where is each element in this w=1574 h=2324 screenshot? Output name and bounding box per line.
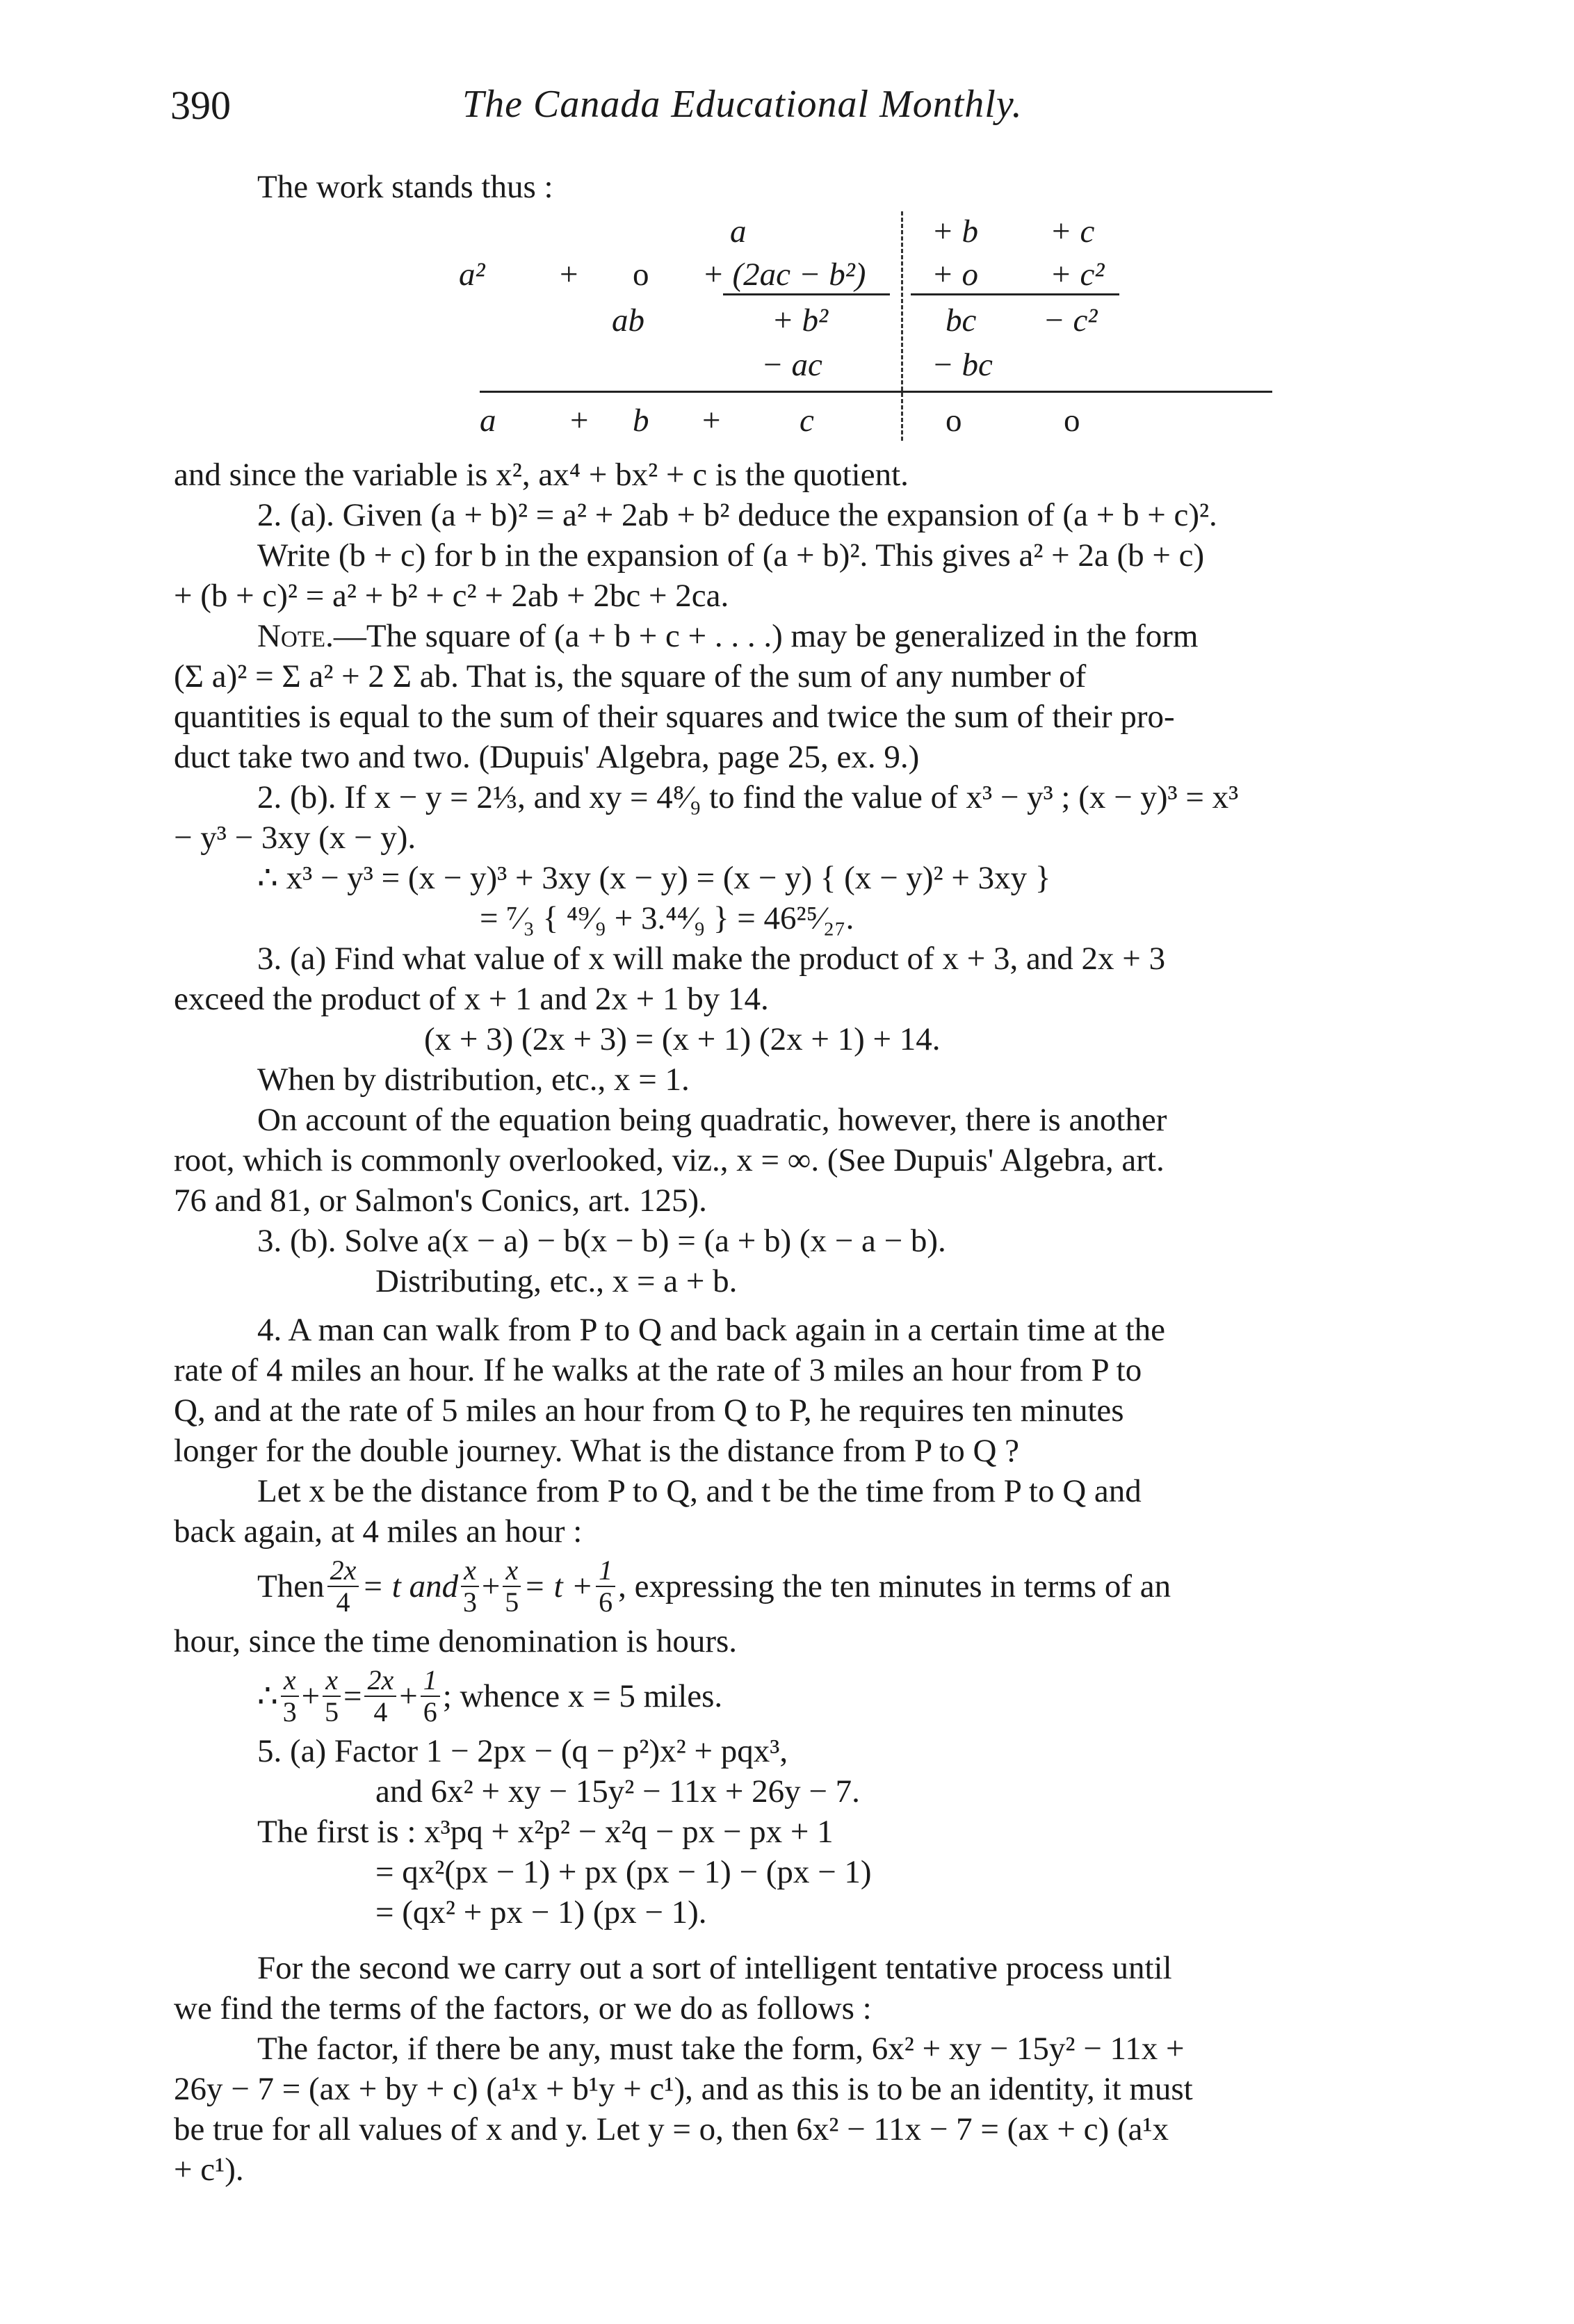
fraction: $\frac{x}{5}$ <box>503 1555 521 1618</box>
table-cell: − bc <box>932 347 993 383</box>
fraction: $\frac{2x}{4}$ <box>327 1555 359 1618</box>
eq-text: , expressing the ten minutes in terms of an <box>618 1568 1171 1604</box>
eq-text: ; whence x = 5 miles. <box>442 1678 723 1714</box>
eq-text: + <box>301 1678 321 1714</box>
journal-title: The Canada Educational Monthly. <box>462 83 1023 126</box>
text-line: Q, and at the rate of 5 miles an hour from Q to P, he requires ten minutes <box>174 1392 1124 1429</box>
fraction: $\frac{x}{3}$ <box>281 1665 299 1728</box>
table-cell: a² <box>459 257 485 293</box>
text-line: The factor, if there be any, must take the form, 6x² + xy − 15y² − 11x + <box>257 2031 1185 2067</box>
fraction: $\frac{2x}{4}$ <box>364 1665 396 1728</box>
text-line: duct take two and two. (Dupuis' Algebra, page 25, ex. 9.) <box>174 739 920 775</box>
text-line: root, which is commonly overlooked, viz., x = ∞. (See Dupuis' Algebra, art. <box>174 1142 1165 1178</box>
table-cell: + o <box>932 257 978 293</box>
text-line: 5. (a) Factor 1 − 2px − (q − p²)x² + pqx³, <box>257 1733 788 1769</box>
text-line: 3. (b). Solve a(x − a) − b(x − b) = (a + b) (x − a − b). <box>257 1223 946 1259</box>
table-cell: o <box>633 257 649 293</box>
eq-text: + <box>399 1678 418 1714</box>
eq-lead: Then <box>257 1568 325 1604</box>
table-cell: o <box>946 403 962 439</box>
table-cell: + b² <box>772 302 829 339</box>
table-cell: + c² <box>1050 257 1105 293</box>
text-line: − y³ − 3xy (x − y). <box>174 820 416 856</box>
text-line: 2. (a). Given (a + b)² = a² + 2ab + b² deduce the expansion of (a + b + c)². <box>257 497 1217 533</box>
text-line: The first is : x³pq + x²p² − x²q − px − px + 1 <box>257 1814 834 1850</box>
eq-text: = t and <box>362 1568 459 1604</box>
table-cell: b <box>633 403 649 439</box>
text-line: Let x be the distance from P to Q, and t be the time from P to Q and <box>257 1473 1142 1509</box>
table-cell: a <box>480 403 496 439</box>
text-line: 26y − 7 = (ax + by + c) (a¹x + b¹y + c¹), and as this is to be an identity, it must <box>174 2071 1193 2107</box>
text-line: exceed the product of x + 1 and 2x + 1 by 14. <box>174 981 769 1017</box>
text-line: = qx²(px − 1) + px (px − 1) − (px − 1) <box>375 1854 872 1890</box>
fraction: $\frac{x}{3}$ <box>461 1555 479 1618</box>
table-divider <box>901 211 903 441</box>
text-line: Write (b + c) for b in the expansion of (a + b)². This gives a² + 2a (b + c) <box>257 537 1205 574</box>
table-cell: c <box>800 403 814 439</box>
text-line: back again, at 4 miles an hour : <box>174 1513 583 1550</box>
text-line: 4. A man can walk from P to Q and back again in a certain time at the <box>257 1312 1166 1348</box>
table-cell: ab <box>612 302 644 339</box>
table-cell: o <box>1064 403 1080 439</box>
eq-text: + <box>481 1568 501 1604</box>
table-cell: + c <box>1050 213 1095 250</box>
eq-text: = <box>343 1678 362 1714</box>
text-line: longer for the double journey. What is the distance from P to Q ? <box>174 1433 1020 1469</box>
text-line: + c¹). <box>174 2152 244 2188</box>
fraction: $\frac{1}{6}$ <box>596 1555 615 1618</box>
text-line: = (qx² + px − 1) (px − 1). <box>375 1894 707 1931</box>
text-line: ∴ x³ − y³ = (x − y)³ + 3xy (x − y) = (x − y) { (x − y)² + 3xy } <box>257 860 1051 896</box>
table-rule <box>911 293 1119 295</box>
text-line: 76 and 81, or Salmon's Conics, art. 125). <box>174 1183 707 1219</box>
table-cell: − ac <box>761 347 822 383</box>
text-line: 3. (a) Find what value of x will make the product of x + 3, and 2x + 3 <box>257 941 1166 977</box>
text-line: and since the variable is x², ax⁴ + bx² + c is the quotient. <box>174 457 909 493</box>
text-line: 2. (b). If x − y = 2⅓, and xy = 4⁸⁄₉ to find the value of x³ − y³ ; (x − y)³ = x³ <box>257 779 1239 815</box>
text-line: (x + 3) (2x + 3) = (x + 1) (2x + 1) + 14. <box>424 1021 941 1057</box>
text-line: = ⁷⁄₃ { ⁴⁹⁄₉ + 3.⁴⁴⁄₉ } = 46²⁵⁄₂₇. <box>480 900 854 936</box>
table-cell: bc <box>946 302 977 339</box>
table-rule <box>723 293 890 295</box>
note-line <box>174 616 1467 656</box>
text-line: Distributing, etc., x = a + b. <box>375 1263 738 1299</box>
equation-then <box>174 1552 1467 1621</box>
note-label: Note. <box>257 618 334 654</box>
eq-lead: ∴ <box>257 1678 278 1714</box>
table-cell: + b <box>932 213 978 250</box>
synthetic-division-table <box>174 211 1467 448</box>
table-cell: a <box>730 213 747 250</box>
fraction: $\frac{1}{6}$ <box>421 1665 440 1728</box>
text-line: For the second we carry out a sort of intelligent tentative process until <box>257 1950 1172 1986</box>
table-cell: + <box>570 403 589 439</box>
fraction: $\frac{x}{5}$ <box>323 1665 341 1728</box>
intro-line: The work stands thus : <box>257 169 553 205</box>
running-header <box>170 82 1477 138</box>
table-cell: + <box>702 403 721 439</box>
page-number: 390 <box>170 83 231 128</box>
text-line: we find the terms of the factors, or we do as follows : <box>174 1990 872 2026</box>
text-line: be true for all values of x and y. Let y = o, then 6x² − 11x − 7 = (ax + c) (a¹x <box>174 2111 1169 2147</box>
eq-text: = t + <box>524 1568 594 1604</box>
text-line: quantities is equal to the sum of their squares and twice the sum of their pro- <box>174 699 1175 735</box>
text-line: When by distribution, etc., x = 1. <box>257 1062 690 1098</box>
text-line: + (b + c)² = a² + b² + c² + 2ab + 2bc + 2ca. <box>174 578 729 614</box>
article-body <box>174 167 1467 2190</box>
table-cell: + (2ac − b²) <box>702 257 866 293</box>
note-text: —The square of (a + b + c + . . . .) may be generalized in the form <box>333 618 1199 654</box>
text-line: hour, since the time denomination is hours. <box>174 1623 738 1659</box>
equation-therefore <box>174 1661 1467 1731</box>
table-rule <box>480 391 1272 393</box>
table-cell: + <box>560 257 578 293</box>
text-line: On account of the equation being quadratic, however, there is another <box>257 1102 1167 1138</box>
text-line: and 6x² + xy − 15y² − 11x + 26y − 7. <box>375 1773 860 1810</box>
text-line: (Σ a)² = Σ a² + 2 Σ ab. That is, the square of the sum of any number of <box>174 658 1087 694</box>
text-line: rate of 4 miles an hour. If he walks at the rate of 3 miles an hour from P to <box>174 1352 1142 1388</box>
table-cell: − c² <box>1043 302 1098 339</box>
